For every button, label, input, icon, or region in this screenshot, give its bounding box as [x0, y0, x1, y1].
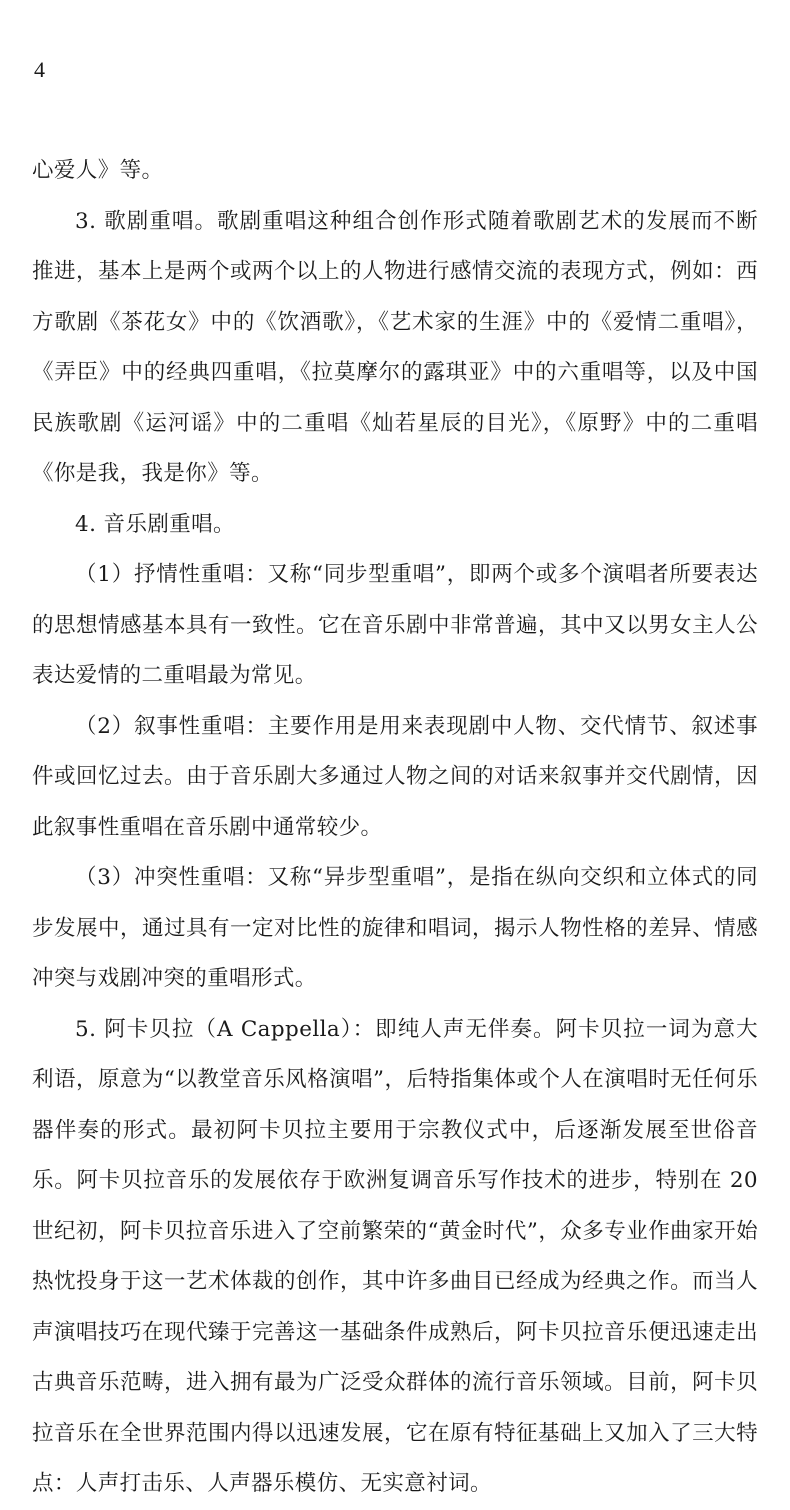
- paragraph-opera-ensemble: 3. 歌剧重唱。歌剧重唱这种组合创作形式随着歌剧艺术的发展而不断推进，基本上是两个或两个以上的人物进行感情交流的表现方式，例如：西方歌剧《茶花女》中的《饮酒歌》，《艺术家的生涯》中的《爱情二重唱》，《弄臣》中的经典四重唱，《拉莫摩尔的露琪亚》中的六重唱等，以及中国民族歌剧《运河谣》中的二重唱《灿若星辰的目光》，《原野》中的二重唱《你是我，我是你》等。: [32, 208, 758, 486]
- body-text: [32, 146, 758, 1510]
- page-number: 4: [34, 57, 45, 82]
- paragraph-a-cappella: 5. 阿卡贝拉（A Cappella）：即纯人声无伴奏。阿卡贝拉一词为意大利语，原意为“以教堂音乐风格演唱”，后特指集体或个人在演唱时无任何乐器伴奏的形式。最初阿卡贝拉主要用于宗教仪式中，后逐渐发展至世俗音乐。阿卡贝拉音乐的发展依存于欧洲复调音乐写作技术的进步，特别在 20 世纪初，阿卡贝拉音乐进入了空前繁荣的“黄金时代”，众多专业作曲家开始热忱投身于这一艺术体裁的创作，其中许多曲目已经成为经典之作。而当人声演唱技巧在现代臻于完善这一基础条件成熟后，阿卡贝拉音乐便迅速走出古典音乐范畴，进入拥有最为广泛受众群体的流行音乐领域。目前，阿卡贝拉音乐在全世界范围内得以迅速发展，它在原有特征基础上又加入了三大特点：人声打击乐、人声器乐模仿、无实意衬词。: [32, 1016, 758, 1496]
- paragraph-narrative-ensemble: （2）叙事性重唱：主要作用是用来表现剧中人物、交代情节、叙述事件或回忆过去。由于音乐剧大多通过人物之间的对话来叙事并交代剧情，因此叙事性重唱在音乐剧中通常较少。: [32, 713, 758, 840]
- paragraph-continuation: 心爱人》等。: [32, 158, 164, 183]
- paragraph-musical-ensemble-heading: 4. 音乐剧重唱。: [75, 511, 235, 537]
- paragraph-lyrical-ensemble: （1）抒情性重唱：又称“同步型重唱”，即两个或多个演唱者所要表达的思想情感基本具有一致性。它在音乐剧中非常普遍，其中又以男女主人公表达爱情的二重唱最为常见。: [32, 562, 758, 688]
- paragraph-conflict-ensemble: （3）冲突性重唱：又称“异步型重唱”，是指在纵向交织和立体式的同步发展中，通过具有一定对比性的旋律和唱词，揭示人物性格的差异、情感冲突与戏剧冲突的重唱形式。: [32, 865, 758, 991]
